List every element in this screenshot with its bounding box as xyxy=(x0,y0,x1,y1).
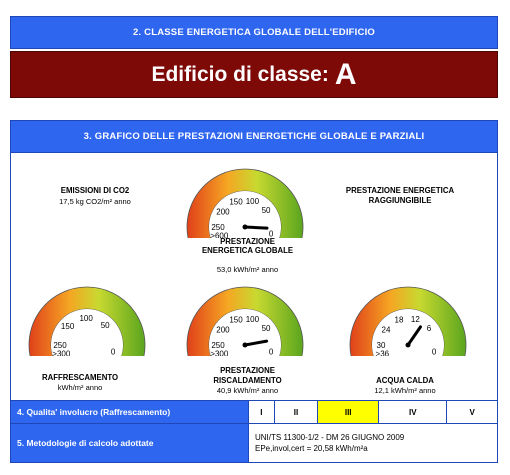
gauge-hot-water-tick-label: 18 xyxy=(394,315,404,325)
gauge-global-needle xyxy=(245,227,267,228)
section-3-title: 3. GRAFICO DELLE PRESTAZIONI ENERGETICHE GLOBALE E PARZIALI xyxy=(83,131,425,142)
gauge-heating-tick-label: 250 xyxy=(211,341,225,350)
gauge-hot-water-title: ACQUA CALDA xyxy=(376,376,434,385)
gauge-global-tick-label: 200 xyxy=(216,207,230,217)
class-value: A xyxy=(334,57,357,91)
gauge-cooling-tick-label: 50 xyxy=(100,321,110,331)
gauge-global-tick-label: 50 xyxy=(261,206,271,216)
gauge-hot-water-tick-label: 6 xyxy=(426,324,432,334)
class-label: Edificio di classe: xyxy=(151,62,329,86)
gauge-hot-water-tick-label: 24 xyxy=(381,325,391,335)
section-3-header xyxy=(10,120,498,153)
gauge-hot-water xyxy=(343,281,473,356)
gauge-heating-tick-label: 200 xyxy=(216,325,230,335)
gauge-cooling-title: RAFFRESCAMENTO xyxy=(41,373,119,382)
envelope-quality-label: 4. Qualita' involucro (Raffrescamento) xyxy=(11,401,249,424)
gauge-heating-tick-label: 150 xyxy=(229,315,243,325)
calc-method-label: 5. Metodologie di calcolo adottate xyxy=(11,424,249,463)
gauge-heating-value: 40,9 kWh/m² anno xyxy=(216,386,279,395)
gauge-hot-water-tick-label: >36 xyxy=(375,349,390,356)
bottom-table xyxy=(10,400,498,463)
section-2-header xyxy=(10,16,498,49)
gauge-hot-water-tick-label: 12 xyxy=(410,315,420,325)
quality-option: I xyxy=(249,401,275,424)
gauge-global-title-line2: ENERGETICA GLOBALE xyxy=(201,246,294,255)
gauge-global-tick-label: 250 xyxy=(211,223,225,232)
calc-method-line1: UNI/TS 11300-1/2 - DM 26 GIUGNO 2009 xyxy=(255,433,405,442)
gauge-cooling-value: kWh/m² anno xyxy=(57,383,103,392)
gauge-heating xyxy=(180,281,310,356)
gauge-cooling-tick-label: 250 xyxy=(53,341,67,350)
gauge-global-title-line1: PRESTAZIONE xyxy=(220,237,275,246)
gauge-heating-needle-hub xyxy=(243,343,248,348)
calc-method-row xyxy=(11,424,498,463)
gauge-global-needle-hub xyxy=(243,225,248,230)
gauge-heating-tick-label: 100 xyxy=(245,315,260,325)
gauge-hot-water-tick-label: 30 xyxy=(376,341,386,350)
emissions-title: EMISSIONI DI CO2 xyxy=(60,186,130,195)
gauge-cooling-tick-label: 100 xyxy=(79,314,93,324)
emissions-value: 17,5 kg CO2/m² anno xyxy=(59,197,131,206)
gauge-heating-title-line1: PRESTAZIONE xyxy=(220,366,275,375)
section-2-title: 2. CLASSE ENERGETICA GLOBALE DELL'EDIFICIO xyxy=(132,27,376,38)
gauge-heating-tick-label: 50 xyxy=(261,324,271,334)
gauge-cooling-tick-label: 150 xyxy=(60,322,75,332)
gauge-hot-water-value: 12,1 kWh/m² anno xyxy=(374,386,436,395)
quality-option: V xyxy=(447,401,498,424)
gauge-heating-tick-label: 0 xyxy=(268,347,274,356)
energy-class-banner xyxy=(10,51,498,98)
gauge-heating-tick-label: >300 xyxy=(210,349,229,356)
target-title-line1: PRESTAZIONE ENERGETICA xyxy=(345,186,455,195)
gauge-global-tick-label: 0 xyxy=(268,229,274,238)
quality-option: II xyxy=(274,401,317,424)
gauge-global-tick-label: 100 xyxy=(245,197,260,207)
gauge-global xyxy=(180,163,310,238)
gauge-global-tick-label: >600 xyxy=(210,231,229,238)
gauge-global-value: 53,0 kWh/m² anno xyxy=(216,265,279,274)
quality-option: IV xyxy=(379,401,447,424)
envelope-quality-row xyxy=(11,401,498,424)
gauge-hot-water-needle-hub xyxy=(406,343,411,348)
calc-method-value xyxy=(249,424,498,463)
gauge-cooling-tick-label: >300 xyxy=(52,349,71,356)
calc-method-line2: EPe,invol,cert = 20,58 kWh/m²a xyxy=(255,444,368,453)
gauge-hot-water-tick-label: 0 xyxy=(431,347,437,356)
gauge-cooling-tick-label: 0 xyxy=(110,347,116,356)
gauge-cooling xyxy=(22,281,152,356)
gauge-global-tick-label: 150 xyxy=(229,197,243,207)
gauge-heating-title-line2: RISCALDAMENTO xyxy=(213,376,282,385)
target-title-line2: RAGGIUNGIBILE xyxy=(368,196,432,205)
quality-option: III xyxy=(318,401,379,424)
